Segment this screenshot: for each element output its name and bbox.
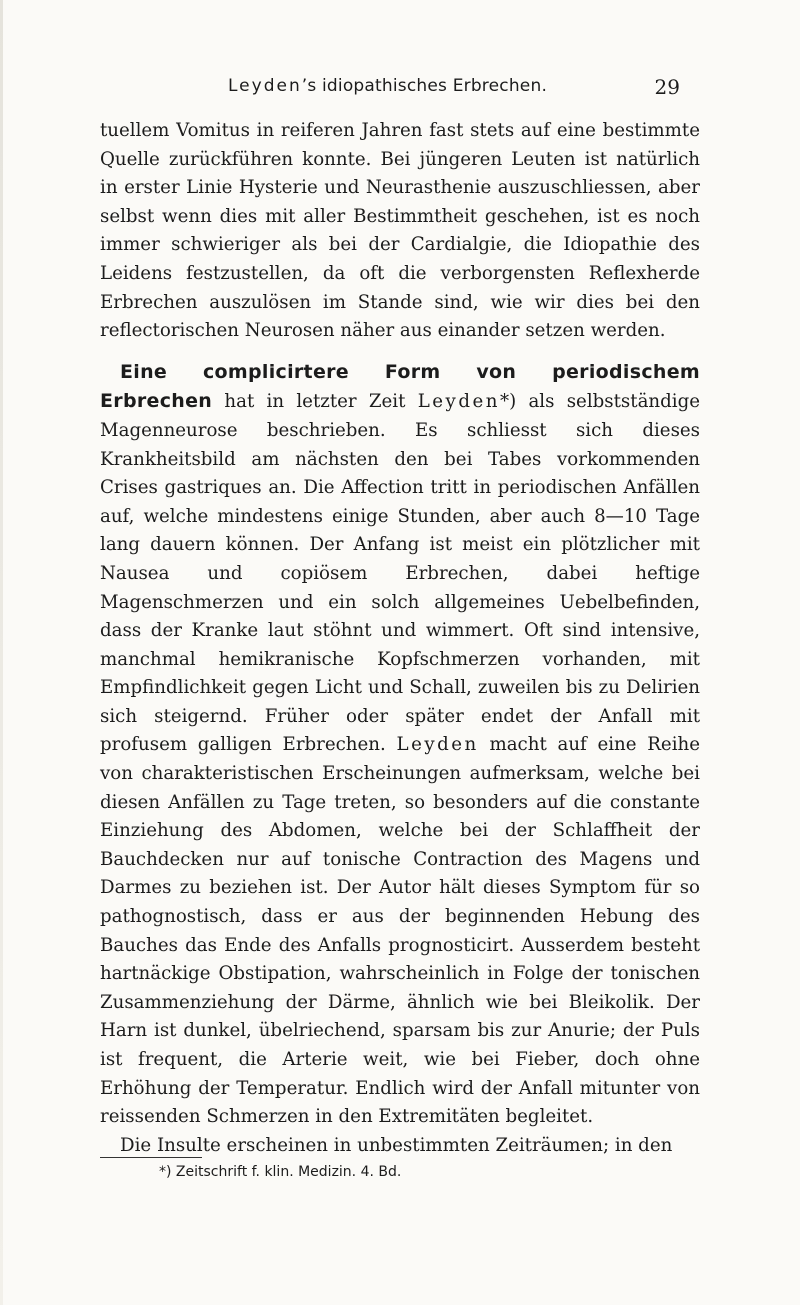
paragraph-1: tuellem Vomitus in reiferen Jahren fast stets auf eine bestimmte Quelle zurückführen konnte. Bei jüngeren Leuten ist natürlich in erster Linie Hysterie und Neurasthenie auszuschliessen, aber selbst wenn dies mit aller Bestimmtheit geschehen, ist es noch immer schwieriger als bei der Cardialgie, die Idiopathie des Leidens festzustellen, da oft die verborgensten Reflexherde Erbrechen auszulösen im Stande sind, wie wir dies bei den reflectorischen Neurosen näher aus einander setzen werden. xyxy=(100,120,700,342)
running-title-rest: ’s idiopathisches Erbrechen. xyxy=(301,76,548,96)
body-text xyxy=(100,117,700,1160)
author-name-leyden-1: Leyden xyxy=(417,391,500,413)
footnote: *) Zeitschrift f. klin. Medizin. 4. Bd. xyxy=(159,1164,402,1180)
running-header xyxy=(100,76,700,106)
author-name-leyden-2: Leyden xyxy=(396,734,479,756)
paragraph-2-lead-heading: Eine complicirtere Form von periodischem Erbrechen xyxy=(100,360,700,413)
footnote-rule xyxy=(100,1157,202,1158)
paragraph-2-text-c: macht auf eine Reihe von charakteristischen Erscheinungen aufmerksam, welche bei diesen Anfällen zu Tage treten, so besonders auf die constante Einziehung des Abdomen, welche bei der Schlaffheit der Bauchdecken nur auf tonische Contraction des Magens und Darmes zu beziehen ist. Der Autor hält dieses Symptom für so pathognostisch, dass er aus der beginnenden Hebung des Bauches das Ende des Anfalls prognosticirt. Ausserdem besteht hartnäckige Obstipation, wahrscheinlich in Folge der tonischen Zusammenziehung der Därme, ähnlich wie bei Bleikolik. Der Harn ist dunkel, übelriechend, sparsam bis zur Anurie; der Puls ist frequent, die Arterie weit, wie bei Fieber, doch ohne Erhöhung der Temperatur. Endlich wird der Anfall mitunter von reissenden Schmerzen in den Extremitäten begleitet. xyxy=(100,734,700,1128)
page-number: 29 xyxy=(654,75,680,99)
paragraph-2 xyxy=(100,358,700,1132)
running-title xyxy=(228,76,547,96)
paragraph-2-text-b: *) als selbstständige Magenneurose beschrieben. Es schliesst sich dieses Krankheitsbild am nächsten den bei Tabes vorkommenden Crises gastriques an. Die Affection tritt in periodischen Anfällen auf, welche mindestens einige Stunden, aber auch 8—10 Tage lang dauern können. Der Anfang ist meist ein plötzlicher mit Nausea und copiösem Erbrechen, dabei heftige Magenschmerzen und ein solch allgemeines Uebelbefinden, dass der Kranke laut stöhnt und wimmert. Oft sind intensive, manchmal hemikranische Kopfschmerzen vorhanden, mit Empfindlichkeit gegen Licht und Schall, zuweilen bis zu Delirien sich steigernd. Früher oder später endet der Anfall mit profusem galligen Erbrechen. xyxy=(100,391,700,756)
page-edge-shadow xyxy=(0,0,3,1305)
running-title-author: Leyden xyxy=(228,76,302,96)
paragraph-3: Die Insulte erscheinen in unbestimmten Zeiträumen; in den xyxy=(120,1134,673,1156)
paragraph-2-text-a: hat in letzter Zeit xyxy=(212,391,418,413)
